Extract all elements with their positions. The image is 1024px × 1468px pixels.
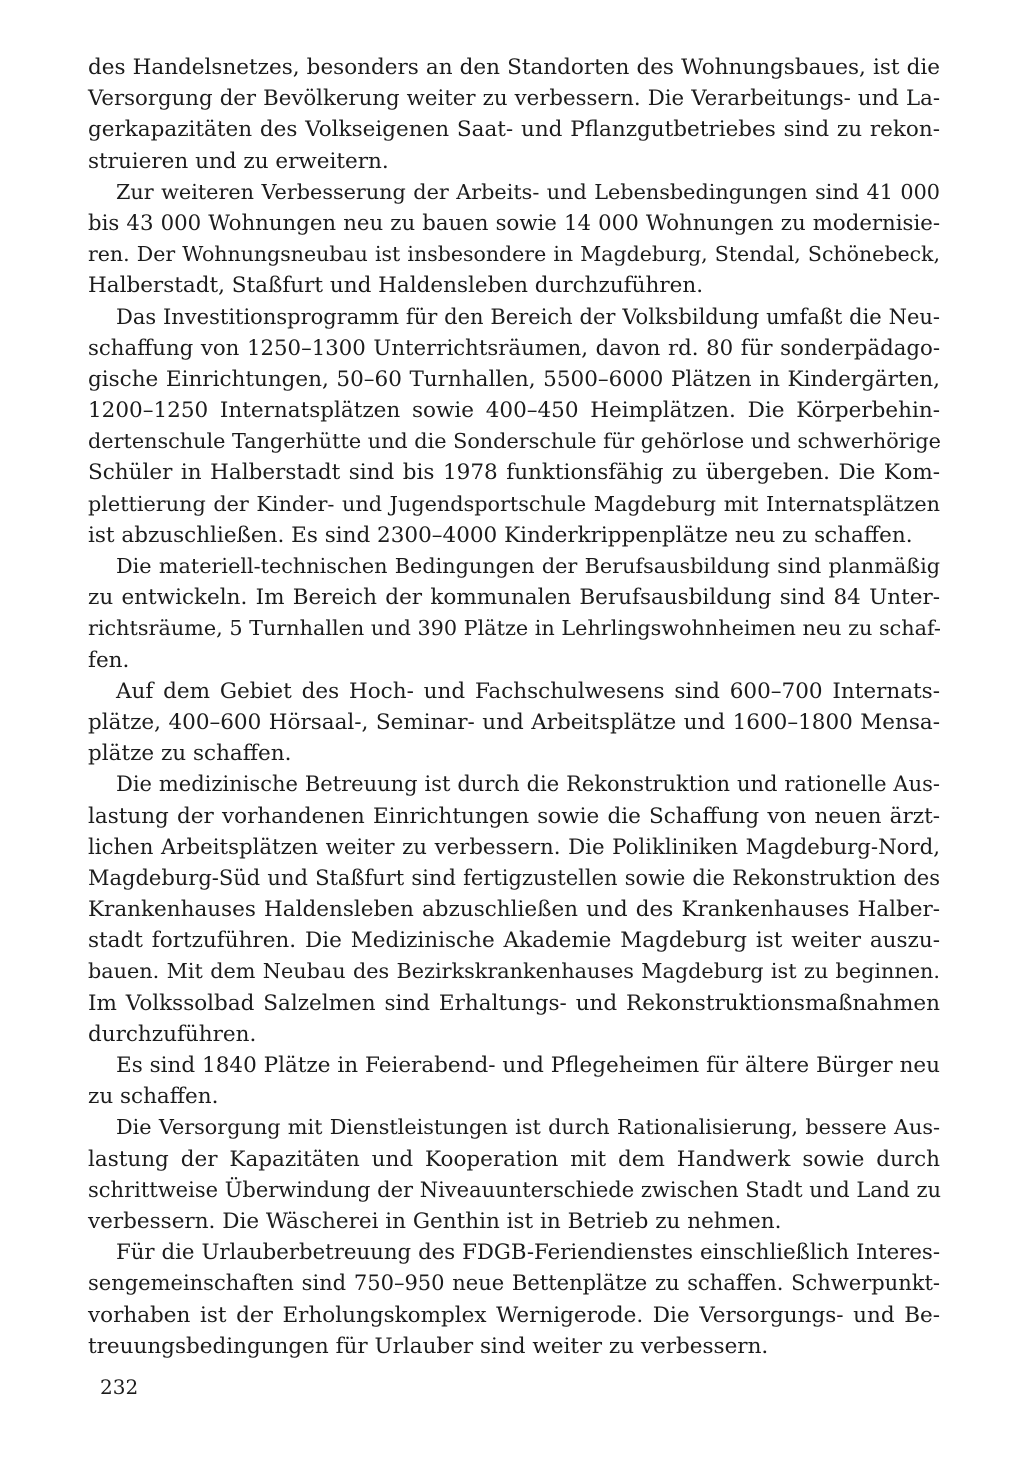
- text-line: lastung der Kapazitäten und Kooperation mit dem Handwerk sowie durch: [88, 1146, 940, 1172]
- text-line: fen.: [88, 647, 130, 673]
- text-line: richtsräume, 5 Turnhallen und 390 Plätze in Lehrlingswohnheimen neu zu schaf-: [88, 616, 941, 641]
- text-line: vorhaben ist der Erholungskomplex Wernigerode. Die Versorgungs- und Be-: [88, 1302, 940, 1328]
- text-line: Die Versorgung mit Dienstleistungen ist durch Rationalisierung, bessere Aus-: [116, 1115, 940, 1140]
- text-line: ist abzuschließen. Es sind 2300–4000 Kinderkrippenplätze neu zu schaffen.: [88, 522, 913, 548]
- text-line: lichen Arbeitsplätzen weiter zu verbessern. Die Polikliniken Magdeburg-Nord,: [88, 834, 940, 860]
- text-line: bis 43 000 Wohnungen neu zu bauen sowie 14 000 Wohnungen zu modernisie-: [88, 210, 940, 236]
- text-line: struieren und zu erweitern.: [88, 148, 389, 174]
- text-line: bauen. Mit dem Neubau des Bezirkskrankenhauses Magdeburg ist zu beginnen.: [88, 959, 940, 984]
- text-line: Magdeburg-Süd und Staßfurt sind fertigzustellen sowie die Rekonstruktion des: [88, 865, 940, 890]
- text-line: Es sind 1840 Plätze in Feierabend- und Pflegeheimen für ältere Bürger neu: [116, 1053, 940, 1078]
- page-number: 232: [100, 1375, 139, 1399]
- text-line: ren. Der Wohnungsneubau ist insbesondere in Magdeburg, Stendal, Schönebeck,: [88, 242, 940, 267]
- text-line: schaffung von 1250–1300 Unterrichtsräumen, davon rd. 80 für sonderpädago-: [88, 335, 940, 361]
- text-line: Zur weiteren Verbesserung der Arbeits- und Lebensbedingungen sind 41 000: [116, 179, 940, 204]
- text-line: schrittweise Überwindung der Niveauunterschiede zwischen Stadt und Land zu: [88, 1177, 942, 1202]
- text-line: zu schaffen.: [88, 1084, 219, 1110]
- text-line: Schüler in Halberstadt sind bis 1978 funktionsfähig zu übergeben. Die Kom-: [88, 460, 940, 486]
- text-line: des Handelsnetzes, besonders an den Standorten des Wohnungsbaues, ist die: [88, 55, 940, 80]
- text-line: Für die Urlauberbetreuung des FDGB-Feriendienstes einschließlich Interes-: [116, 1240, 940, 1266]
- text-line: dertenschule Tangerhütte und die Sonderschule für gehörlose und schwerhörige: [88, 429, 941, 454]
- text-line: Versorgung der Bevölkerung weiter zu verbessern. Die Verarbeitungs- und La-: [88, 86, 940, 112]
- text-line: lastung der vorhandenen Einrichtungen sowie die Schaffung von neuen ärzt-: [88, 803, 940, 829]
- text-line: Im Volkssolbad Salzelmen sind Erhaltungs- und Rekonstruktionsmaßnahmen: [88, 990, 940, 1016]
- text-line: 1200–1250 Internatsplätzen sowie 400–450 Heimplätzen. Die Körperbehin-: [88, 398, 940, 424]
- text-line: zu entwickeln. Im Bereich der kommunalen Berufsausbildung sind 84 Unter-: [88, 585, 940, 611]
- text-line: Krankenhauses Haldensleben abzuschließen und des Krankenhauses Halber-: [88, 897, 940, 923]
- text-line: sengemeinschaften sind 750–950 neue Bettenplätze zu schaffen. Schwerpunkt-: [88, 1271, 940, 1296]
- text-line: Halberstadt, Staßfurt und Haldensleben durchzuführen.: [88, 273, 704, 299]
- text-line: verbessern. Die Wäscherei in Genthin ist in Betrieb zu nehmen.: [88, 1208, 782, 1234]
- text-line: Auf dem Gebiet des Hoch- und Fachschulwesens sind 600–700 Internats-: [116, 678, 940, 704]
- text-line: Die materiell-technischen Bedingungen der Berufsausbildung sind planmäßig: [116, 554, 940, 578]
- text-line: gische Einrichtungen, 50–60 Turnhallen, 5500–6000 Plätzen in Kindergärten,: [88, 366, 940, 392]
- text-line: durchzuführen.: [88, 1021, 257, 1047]
- text-line: gerkapazitäten des Volkseigenen Saat- und Pflanzgutbetriebes sind zu rekon-: [88, 117, 940, 143]
- text-line: plätze zu schaffen.: [88, 741, 292, 767]
- body-text: [88, 52, 940, 1362]
- text-line: Die medizinische Betreuung ist durch die Rekonstruktion und rationelle Aus-: [116, 772, 940, 797]
- text-line: treuungsbedingungen für Urlauber sind weiter zu verbessern.: [88, 1333, 769, 1359]
- text-line: plätze, 400–600 Hörsaal-, Seminar- und Arbeitsplätze und 1600–1800 Mensa-: [88, 709, 940, 735]
- text-line: stadt fortzuführen. Die Medizinische Akademie Magdeburg ist weiter auszu-: [88, 928, 940, 954]
- text-line: Das Investitionsprogramm für den Bereich der Volksbildung umfaßt die Neu-: [116, 304, 940, 329]
- text-line: plettierung der Kinder- und Jugendsportschule Magdeburg mit Internatsplätzen: [88, 491, 940, 516]
